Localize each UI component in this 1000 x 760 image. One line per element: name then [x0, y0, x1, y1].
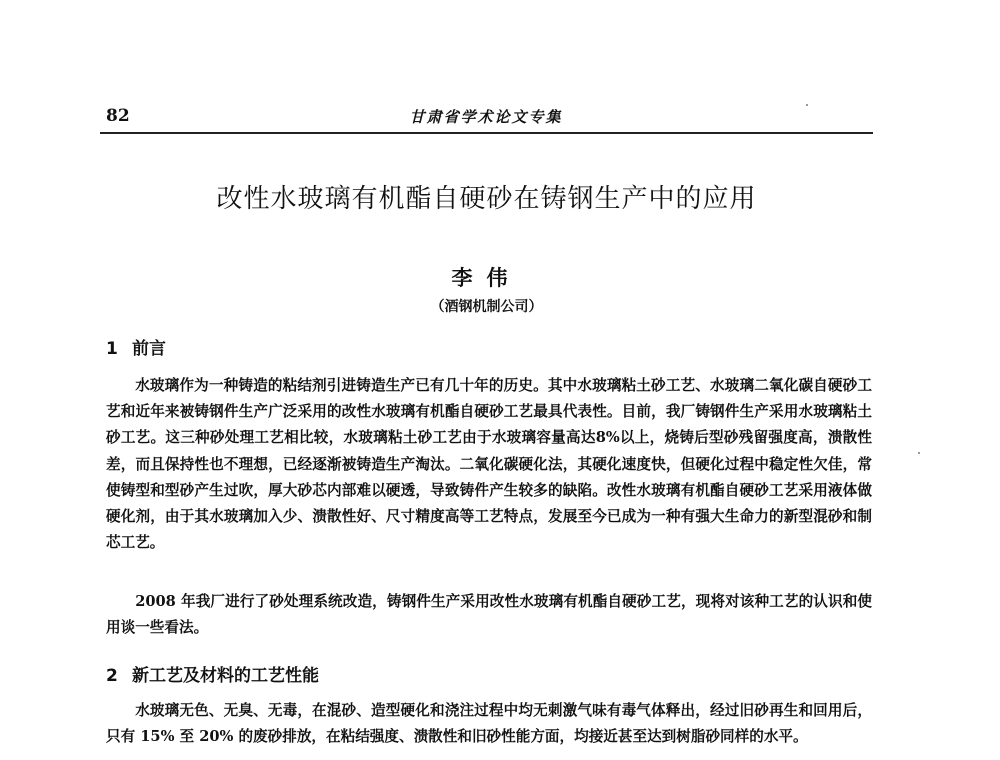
journal-name: 甘肃省学术论文专集: [409, 108, 563, 126]
page-number: 82: [106, 106, 130, 126]
author-name: 李伟: [451, 265, 522, 290]
section-heading: [106, 661, 319, 686]
article-title: 改性水玻璃有机酯自硬砂在铸钢生产中的应用: [216, 184, 757, 214]
author-affiliation: （酒钢机制公司）: [430, 299, 543, 315]
body-paragraph: 2008 年我厂进行了砂处理系统改造，铸钢件生产采用改性水玻璃有机酯自硬砂工艺，现将对该种工艺的认识和使用谈一些看法。: [106, 593, 872, 637]
section-title: 前言: [132, 339, 166, 359]
scan-speck: [806, 104, 808, 106]
body-paragraph: 水玻璃作为一种铸造的粘结剂引进铸造生产已有几十年的历史。其中水玻璃粘土砂工艺、水玻璃二氧化碳自硬砂工艺和近年来被铸钢件生产广泛采用的改性水玻璃有机酯自硬砂工艺最具代表性。目前，我厂铸钢件生产采用水玻璃粘土砂工艺。这三种砂处理工艺相比较，水玻璃粘土砂工艺由于水玻璃容量高达8%以上，烧铸后型砂残留强度高，溃散性差，而且保持性也不理想，已经逐渐被铸造生产淘汰。二氧化碳硬化法，其硬化速度快，但硬化过程中稳定性欠佳，常使铸型和型砂产生过吹，厚大砂芯内部难以硬透，导致铸件产生较多的缺陷。改性水玻璃有机酯自硬砂工艺采用液体做硬化剂，由于其水玻璃加入少、溃散性好、尺寸精度高等工艺特点，发展至今已成为一种有强大生命力的新型混砂和制芯工艺。: [106, 377, 872, 552]
section-number: 1: [106, 339, 118, 359]
scan-speck: [918, 452, 920, 454]
running-head: [100, 106, 872, 130]
body-paragraph: 水玻璃无色、无臭、无毒，在混砂、造型硬化和浇注过程中均无刺激气味有毒气体释出，经过旧砂再生和回用后，只有 15% 至 20% 的废砂排放，在粘结强度、溃散性和旧砂性能方面，均接近甚至达到树脂砂同样的水平。: [106, 702, 872, 746]
section-title: 新工艺及材料的工艺性能: [132, 666, 319, 686]
section-number: 2: [106, 666, 118, 686]
header-rule: [100, 132, 873, 134]
section-heading: [106, 334, 166, 359]
